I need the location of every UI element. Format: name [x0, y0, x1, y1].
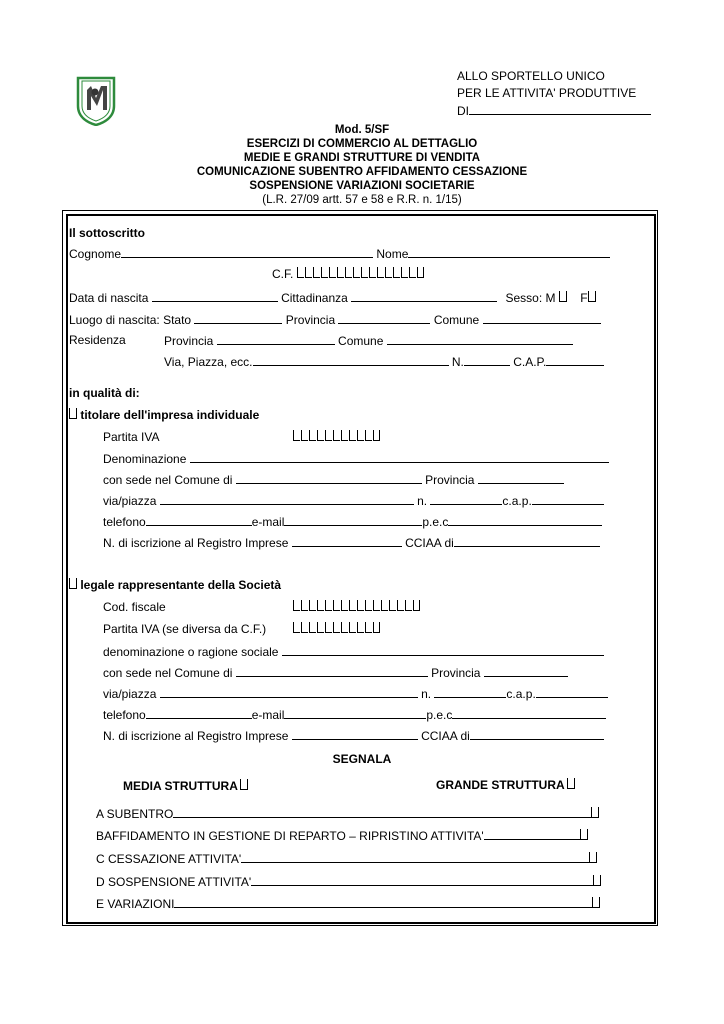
header-line-3: COMUNICAZIONE SUBENTRO AFFIDAMENTO CESSAZIONE: [196, 166, 528, 178]
cf-row: C.F.: [272, 267, 425, 281]
provincia-nascita-field[interactable]: [338, 312, 430, 324]
cf-boxes[interactable]: [297, 267, 425, 281]
titolare-sede-row: con sede nel Comune di Provincia: [103, 472, 564, 487]
media-struttura-option: MEDIA STRUTTURA: [123, 779, 248, 793]
section-sottoscritto: Il sottoscritto: [69, 226, 146, 240]
section-qualita: in qualità di:: [69, 386, 140, 400]
cap-residenza-field[interactable]: [546, 354, 604, 366]
titolare-checkbox[interactable]: [69, 408, 77, 419]
legale-via-field[interactable]: [160, 686, 418, 698]
legale-checkbox[interactable]: [69, 578, 77, 589]
option-affidamento-line: [484, 828, 580, 840]
legale-telefono-field[interactable]: [146, 707, 252, 719]
legale-provincia-field[interactable]: [484, 665, 568, 677]
luogo-row: Luogo di nascita: Stato Provincia Comune: [69, 312, 601, 327]
legale-cf-boxes[interactable]: [293, 600, 421, 614]
option-cessazione-line: [241, 851, 589, 863]
legale-denominazione-row: denominazione o ragione sociale: [103, 644, 604, 659]
titolare-contatti-row: telefono e-mail p.e.c: [103, 514, 602, 529]
media-struttura-checkbox[interactable]: [240, 779, 248, 790]
option-sospensione-checkbox[interactable]: [593, 875, 601, 886]
titolare-comune-field[interactable]: [236, 472, 422, 484]
sesso-f-checkbox[interactable]: [588, 291, 596, 302]
comune-residenza-field[interactable]: [387, 333, 573, 345]
titolare-registro-field[interactable]: [292, 535, 402, 547]
header-line-4: SOSPENSIONE VARIAZIONI SOCIETARIE: [249, 180, 475, 192]
residenza-row-1: Provincia Comune: [164, 333, 573, 348]
option-subentro-line: [173, 806, 591, 818]
titolare-cciaa-field[interactable]: [454, 535, 600, 547]
titolare-piva-row: [293, 430, 381, 444]
option-subentro: A SUBENTRO: [96, 806, 599, 821]
header-line-2: MEDIE E GRANDI STRUTTURE DI VENDITA: [243, 152, 481, 164]
legale-contatti-row: telefono e-mail p.e.c: [103, 707, 606, 722]
residenza-label: Residenza: [69, 333, 126, 347]
cittadinanza-field[interactable]: [351, 290, 497, 302]
legale-registro-field[interactable]: [292, 728, 418, 740]
via-residenza-field[interactable]: [253, 354, 449, 366]
grande-struttura-checkbox[interactable]: [567, 778, 575, 789]
titolare-pec-field[interactable]: [448, 514, 602, 526]
option-variazioni: E VARIAZIONI: [96, 896, 600, 911]
option-sospensione-line: [251, 874, 593, 886]
option-cessazione-checkbox[interactable]: [589, 852, 597, 863]
legale-cf-row: [293, 600, 421, 614]
legale-email-field[interactable]: [284, 707, 426, 719]
option-cessazione: C CESSAZIONE ATTIVITA': [96, 851, 597, 866]
legale-sede-row: con sede nel Comune di Provincia: [103, 665, 568, 680]
stato-nascita-field[interactable]: [194, 312, 282, 324]
grande-struttura-option: GRANDE STRUTTURA: [436, 778, 575, 792]
cognome-nome-row: Cognome Nome: [69, 246, 610, 261]
legale-registro-row: N. di iscrizione al Registro Imprese CCIAA di: [103, 728, 604, 743]
provincia-residenza-field[interactable]: [217, 333, 335, 345]
nascita-row: Data di nascita Cittadinanza Sesso: M F: [69, 290, 596, 305]
titolare-email-field[interactable]: [284, 514, 422, 526]
residenza-row-2: Via, Piazza, ecc. N. C.A.P.: [164, 354, 604, 369]
address-line-1: ALLO SPORTELLO UNICO: [457, 69, 605, 83]
option-variazioni-line: [174, 896, 592, 908]
legale-denominazione-field[interactable]: [282, 644, 604, 656]
header-law: (L.R. 27/09 artt. 57 e 58 e R.R. n. 1/15): [262, 194, 462, 206]
legale-piva-label: Partita IVA (se diversa da C.F.): [103, 622, 267, 636]
titolare-provincia-field[interactable]: [478, 472, 564, 484]
legale-cf-label: Cod. fiscale: [103, 600, 166, 614]
titolare-denominazione-row: Denominazione: [103, 451, 609, 466]
legale-piva-row: [293, 622, 381, 636]
option-sospensione: D SOSPENSIONE ATTIVITA': [96, 874, 601, 889]
comune-nascita-field[interactable]: [483, 312, 601, 324]
address-line-2: PER LE ATTIVITA' PRODUTTIVE: [457, 86, 637, 100]
titolare-via-field[interactable]: [160, 493, 414, 505]
nome-field[interactable]: [408, 246, 610, 258]
titolare-piva-label: Partita IVA: [103, 430, 160, 444]
sportello-di-field[interactable]: [469, 103, 651, 115]
legale-pec-field[interactable]: [452, 707, 606, 719]
titolare-registro-row: N. di iscrizione al Registro Imprese CCIAA di: [103, 535, 600, 550]
titolare-numero-field[interactable]: [430, 493, 502, 505]
option-subentro-checkbox[interactable]: [591, 807, 599, 818]
data-nascita-field[interactable]: [152, 290, 278, 302]
form-code: Mod. 5/SF: [334, 124, 390, 136]
titolare-telefono-field[interactable]: [146, 514, 252, 526]
titolare-option: titolare dell'impresa individuale: [69, 408, 259, 422]
legale-option: legale rappresentante della Società: [69, 578, 281, 592]
sesso-m-checkbox[interactable]: [559, 291, 567, 302]
titolare-denominazione-field[interactable]: [190, 451, 609, 463]
legale-cciaa-field[interactable]: [470, 728, 604, 740]
titolare-cap-field[interactable]: [532, 493, 604, 505]
legale-cap-field[interactable]: [536, 686, 608, 698]
option-variazioni-checkbox[interactable]: [592, 897, 600, 908]
header-line-1: ESERCIZI DI COMMERCIO AL DETTAGLIO: [246, 138, 478, 150]
region-logo: [75, 76, 117, 126]
legale-comune-field[interactable]: [236, 665, 428, 677]
cognome-field[interactable]: [121, 246, 373, 258]
legale-via-row: via/piazza n. c.a.p.: [103, 686, 608, 701]
legale-numero-field[interactable]: [434, 686, 506, 698]
numero-residenza-field[interactable]: [464, 354, 510, 366]
legale-piva-boxes[interactable]: [293, 622, 381, 636]
option-affidamento: BAFFIDAMENTO IN GESTIONE DI REPARTO – RIPRISTINO ATTIVITA': [96, 828, 588, 843]
titolare-piva-boxes[interactable]: [293, 430, 381, 444]
titolare-via-row: via/piazza n. c.a.p.: [103, 493, 604, 508]
segnala-heading: SEGNALA: [332, 752, 392, 766]
option-affidamento-checkbox[interactable]: [580, 829, 588, 840]
address-line-3: DI: [457, 103, 651, 118]
